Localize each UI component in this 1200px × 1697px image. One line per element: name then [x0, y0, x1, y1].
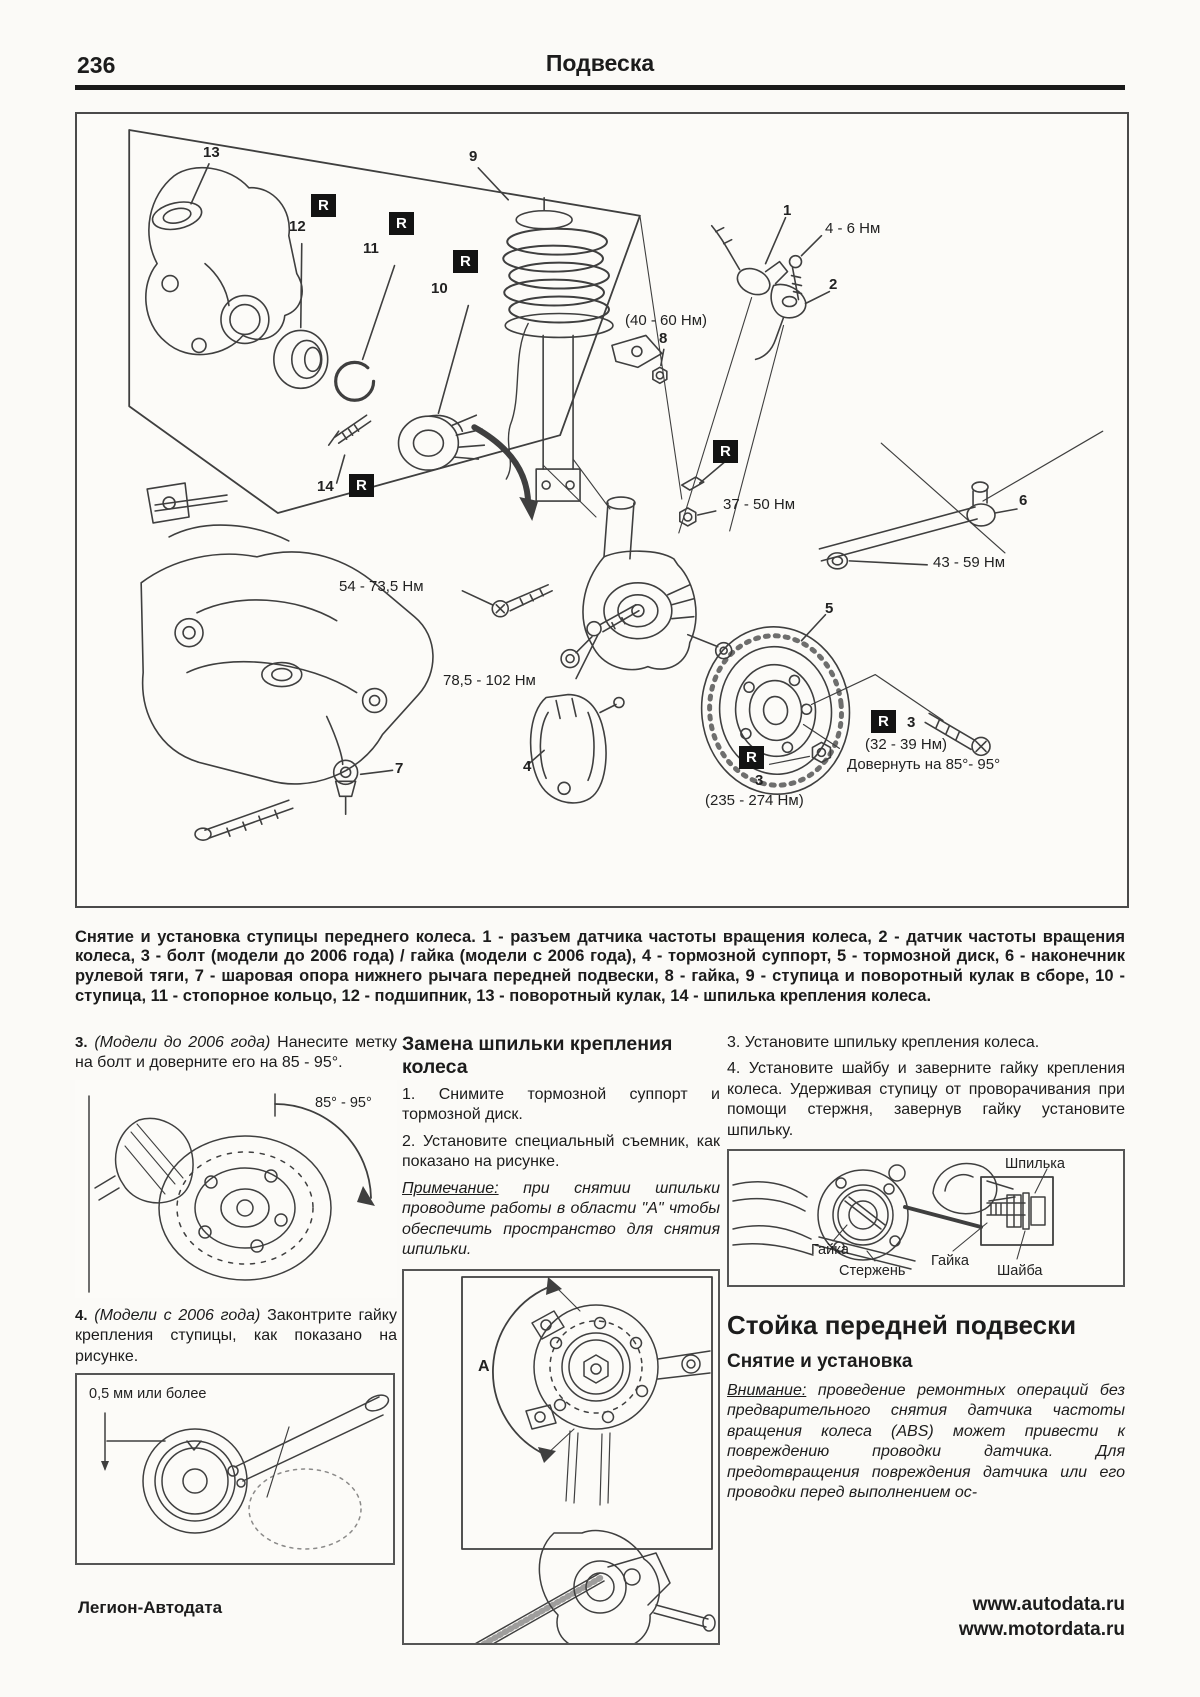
part-label-9: 9	[469, 148, 478, 165]
column-middle	[402, 1033, 720, 1645]
mid-note	[402, 1179, 720, 1261]
right-step-4: 4. Установите шайбу и заверните гайку крепления колеса. Удерживая ступицу от проворачивания при помощи стержня, завернув гайку установите шпильку.	[727, 1060, 1125, 1139]
page-header	[75, 50, 1125, 90]
part-label-12: 12	[289, 218, 306, 235]
section-heading-front-strut: Стойка передней подвески	[727, 1310, 1077, 1341]
replace-badge-11: R	[389, 212, 414, 235]
torque-32-39: (32 - 39 Нм)	[865, 736, 948, 753]
part-label-3-right: 3	[907, 714, 916, 731]
right-step-3: 3. Установите шпильку крепления колеса.	[727, 1034, 1040, 1051]
part-label-4: 4	[523, 758, 532, 775]
part-label-14: 14	[317, 478, 334, 495]
stud-label: Шпилька	[1005, 1156, 1065, 1173]
left-step3-text: Нанесите метку на болт и доверните его на 85 - 95°.	[75, 1034, 398, 1072]
replace-badge-clip: R	[713, 440, 738, 463]
part-label-2: 2	[829, 276, 838, 293]
figure-caption: Снятие и установка ступицы переднего колеса. 1 - разъем датчика частоты вращения колеса, 2 - датчик частоты вращения колеса, 3 - болт (модели до 2006 года) / гайка (модели с 2006 года), 4 - тормозной суппорт, 5 - тормозной диск, 6 - наконечник рулевой тяги, 7 - шаровая опора нижнего рычага передней подвески, 8 - гайка, 9 - ступица и поворотный кулак в сборе, 10 - ступица, 11 - стопорное кольцо, 12 - подшипник, 13 - поворотный кулак, 14 - шпилька крепления колеса.	[75, 927, 1125, 1005]
torque-40-60: (40 - 60 Нм)	[625, 312, 708, 329]
left-step-3	[75, 1033, 397, 1074]
torque-78-102: 78,5 - 102 Нм	[443, 672, 536, 689]
torque-54-73: 54 - 73,5 Нм	[339, 578, 424, 595]
exploded-diagram-art	[77, 114, 1123, 902]
replace-badge-bolt: R	[871, 710, 896, 733]
washer-label: Шайба	[997, 1263, 1043, 1280]
torque-43-59: 43 - 59 Нм	[933, 554, 1006, 571]
left-step4-text: Законтрите гайку крепления ступицы, как показано на рисунке.	[75, 1306, 397, 1365]
exploded-diagram-figure	[75, 112, 1129, 908]
torque-37-50: 37 - 50 Нм	[723, 496, 796, 513]
column-left	[75, 1033, 397, 1565]
part-label-10: 10	[431, 280, 448, 297]
left-step3-number: 3.	[75, 1034, 88, 1051]
replace-badge-14: R	[349, 474, 374, 497]
mid-step-2: 2. Установите специальный съемник, как показано на рисунке.	[402, 1132, 720, 1171]
torque-4-6: 4 - 6 Нм	[825, 220, 881, 237]
part-label-1: 1	[783, 202, 792, 219]
replace-badge-12: R	[311, 194, 336, 217]
left-step4-number: 4.	[75, 1306, 88, 1324]
part-label-13: 13	[203, 144, 220, 161]
publisher-name: Легион-Автодата	[78, 1598, 223, 1617]
figure-puller-art	[404, 1271, 718, 1643]
page-title: Подвеска	[545, 50, 655, 76]
part-label-6: 6	[1019, 492, 1028, 509]
figure-puller-area	[402, 1269, 720, 1645]
figure-angle-art	[75, 1080, 397, 1298]
part-label-5: 5	[825, 600, 834, 617]
figure-stake-nut	[75, 1373, 395, 1565]
left-step3-model: (Модели до 2006 года)	[94, 1034, 271, 1051]
figure-angle-mark	[75, 1080, 397, 1298]
site-autodata: www.autodata.ru	[972, 1594, 1125, 1615]
content-columns	[75, 1033, 1125, 1618]
angle-range-label: 85° - 95°	[315, 1094, 372, 1111]
right-warning-text: проведение ремонтных операций без предварительного снятия датчика частоты вращения колеса (ABS) может привести к повреждению проводки датчика. Для предотвращения повреждения датчика или его проводки перед выполнением ос-	[727, 1381, 1125, 1502]
left-step-4	[75, 1306, 397, 1367]
mid-note-label: Примечание:	[402, 1179, 499, 1197]
part-label-8: 8	[659, 330, 668, 347]
subsection-removal-install: Снятие и установка	[727, 1351, 913, 1373]
mid-note-text: при снятии шпильки проводите работы в области "А" чтобы обеспечить пространство для снятия шпильки.	[402, 1179, 720, 1259]
right-warning-label: Внимание:	[727, 1381, 807, 1399]
mid-step-1: 1. Снимите тормозной суппорт и тормозной диск.	[402, 1086, 720, 1124]
torque-235-274: (235 - 274 Нм)	[705, 792, 804, 809]
part-label-7: 7	[395, 760, 404, 777]
nut-label-1: Гайка	[811, 1242, 849, 1259]
nut-label-2: Гайка	[931, 1253, 969, 1270]
figure-stud-install	[727, 1149, 1125, 1287]
replace-badge-10: R	[453, 250, 478, 273]
column-right	[727, 1033, 1125, 1510]
rod-label: Стержень	[839, 1263, 906, 1280]
footer-sites	[959, 1593, 1125, 1642]
site-motordata: www.motordata.ru	[958, 1618, 1125, 1640]
right-warning	[727, 1381, 1125, 1504]
left-step4-model: (Модели с 2006 года)	[94, 1306, 261, 1324]
page-number: 236	[77, 52, 116, 78]
part-label-11: 11	[363, 240, 379, 257]
section-heading-stud-replacement: Замена шпильки крепления колеса	[402, 1033, 673, 1078]
torque-dovernut: Довернуть на 85°- 95°	[847, 756, 1001, 773]
work-area-label: A	[478, 1357, 490, 1375]
replace-badge-nut: R	[739, 746, 764, 769]
gap-spec-label: 0,5 мм или более	[89, 1386, 207, 1403]
part-label-3-bottom: 3	[755, 772, 764, 789]
